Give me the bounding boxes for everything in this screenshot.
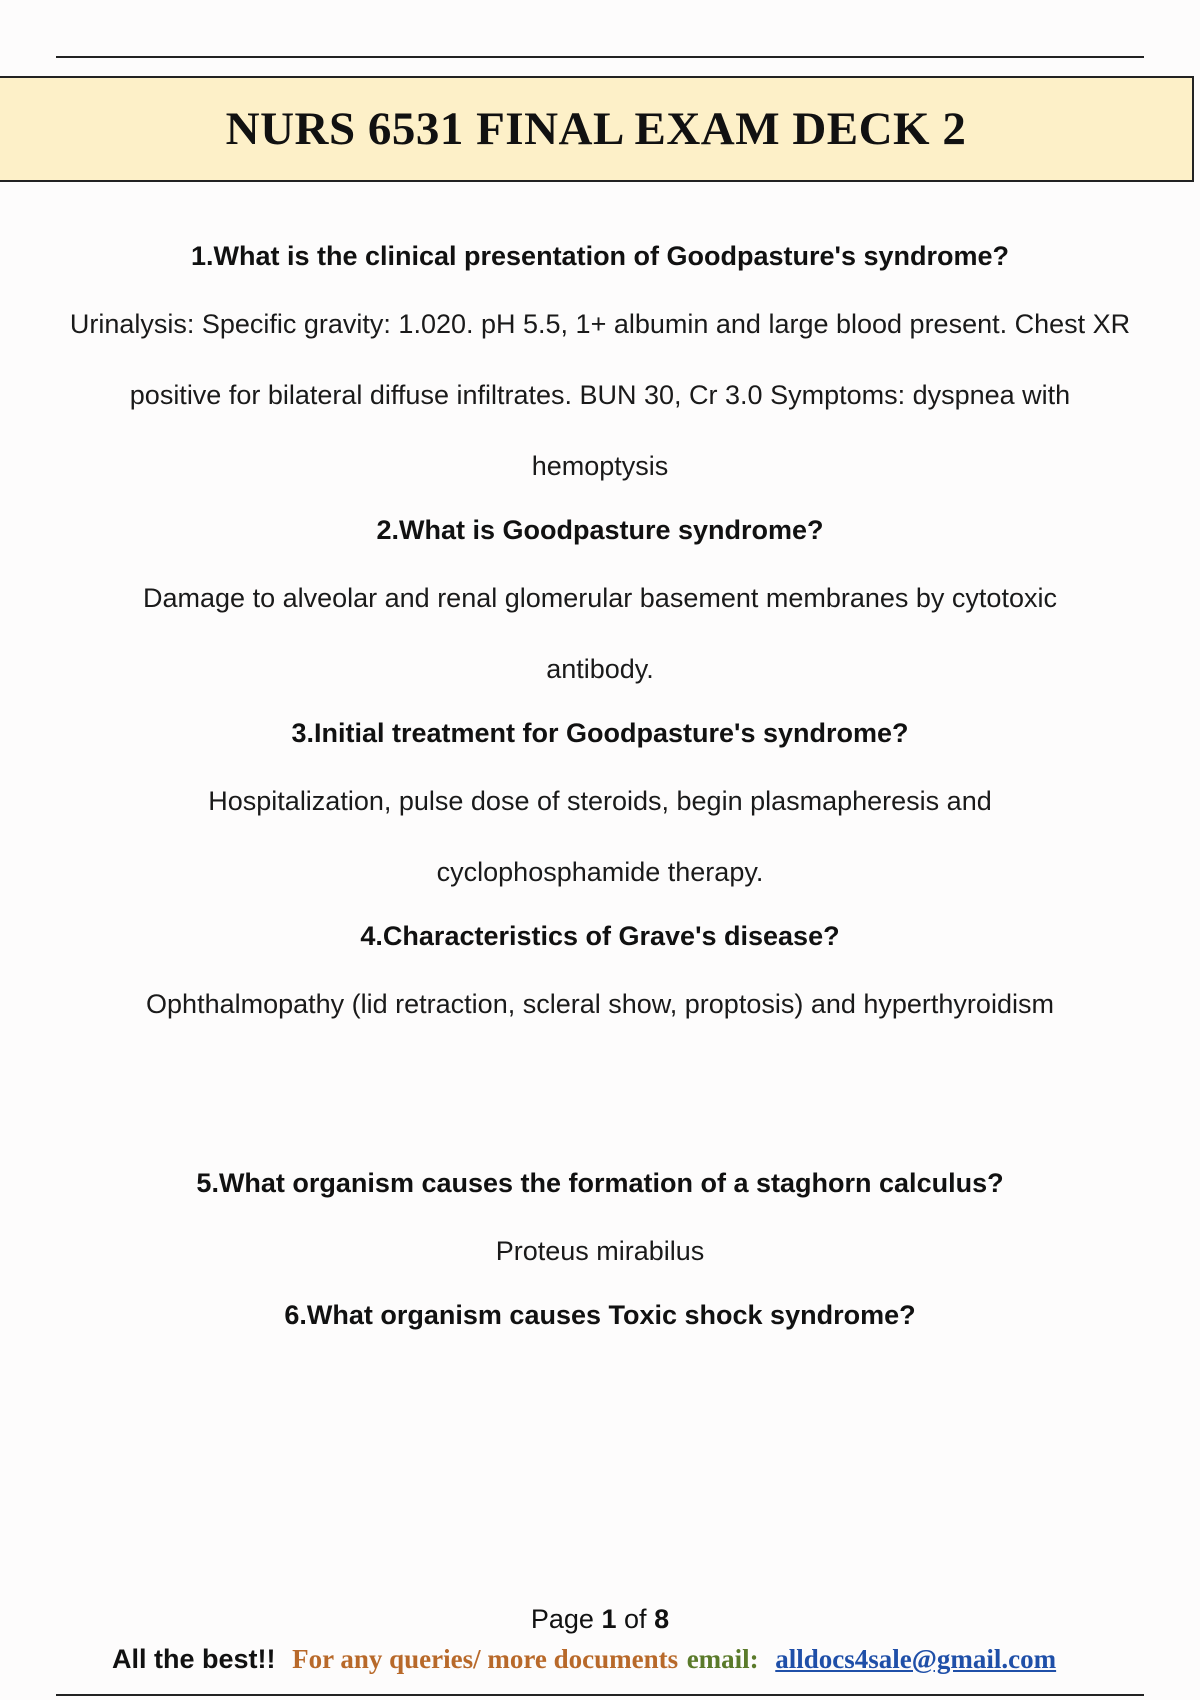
question-5: 5.What organism causes the formation of a staghorn calculus? [196, 1168, 1004, 1198]
page-total: 8 [654, 1604, 670, 1634]
question-4: 4.Characteristics of Grave's disease? [360, 921, 840, 951]
queries-text: For any queries/ more documents [292, 1644, 679, 1674]
bottom-divider [56, 1694, 1144, 1696]
answer-1: Urinalysis: Specific gravity: 1.020. pH 5.5, 1+ albumin and large blood present. Chest XR positive for bilateral diffuse infiltrates. BUN 30, Cr 3.0 Symptoms: dyspnea with hemoptysis [69, 309, 1131, 481]
email-label: email: [686, 1644, 759, 1674]
document-title: NURS 6531 FINAL EXAM DECK 2 [225, 103, 967, 155]
best-wishes: All the best!! [112, 1644, 276, 1674]
page-prefix: Page [530, 1604, 594, 1634]
footer-contact [112, 1644, 1056, 1675]
answer-2: Damage to alveolar and renal glomerular basement membranes by cytotoxic antibody. [143, 583, 1057, 684]
answer-4: Ophthalmopathy (lid retraction, scleral show, proptosis) and hyperthyroidism [146, 989, 1054, 1019]
question-3: 3.Initial treatment for Goodpasture's syndrome? [291, 718, 909, 748]
question-6: 6.What organism causes Toxic shock syndrome? [284, 1300, 916, 1330]
page-number [0, 1604, 1200, 1635]
answer-3: Hospitalization, pulse dose of steroids, begin plasmapheresis and cyclophosphamide therapy. [208, 786, 992, 887]
email-link[interactable]: alldocs4sale@gmail.com [775, 1644, 1057, 1674]
page-current: 1 [601, 1604, 617, 1634]
question-2: 2.What is Goodpasture syndrome? [376, 515, 824, 545]
flashcard-list [60, 238, 1140, 1333]
title-banner [0, 76, 1194, 182]
question-1: 1.What is the clinical presentation of Goodpasture's syndrome? [190, 241, 1010, 271]
top-divider [56, 56, 1144, 58]
answer-5: Proteus mirabilus [495, 1236, 705, 1266]
page-of: of [624, 1604, 647, 1634]
